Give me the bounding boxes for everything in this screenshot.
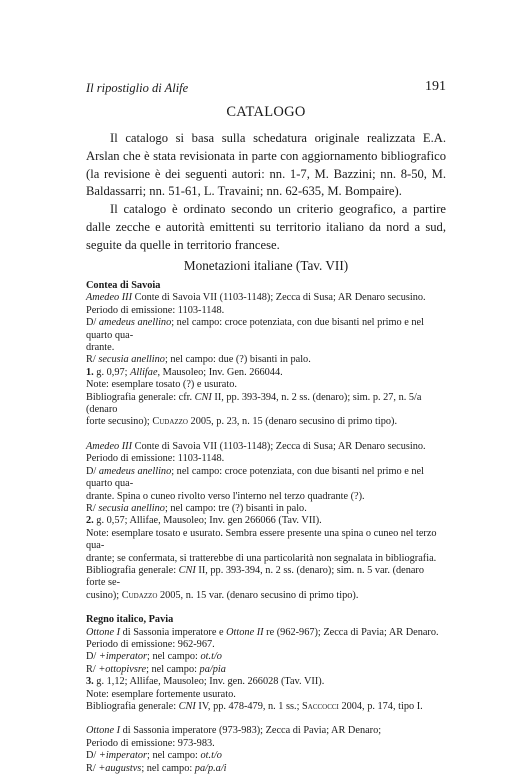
entry-reverse: R/ +ottopivsre; nel campo: pa/pia — [86, 663, 226, 675]
entry-period: Periodo di emissione: 962-967. — [86, 638, 215, 650]
entry-obverse: D/ amedeus anellino; nel campo: croce potenziata, con due bisanti nel primo e nel quarto qua- — [86, 465, 424, 490]
entry-note: Note: esemplare fortemente usurato. — [86, 688, 236, 700]
entry-reverse: R/ +augustvs; nel campo: pa/p.a/i — [86, 762, 227, 774]
entry-obverse-cont: drante. — [86, 342, 115, 354]
catalog-list — [86, 280, 446, 775]
entry-authority: Amedeo III Conte di Savoia VII (1103-1148); Zecca di Susa; AR Denaro secusino. — [86, 292, 426, 304]
entry-authority: Ottone I di Sassonia imperatore (973-983); Zecca di Pavia; AR Denaro; — [86, 725, 382, 737]
entry-period: Periodo di emissione: 973-983. — [86, 737, 215, 749]
running-title: Il ripostiglio di Alife — [86, 81, 189, 95]
entry-obverse: D/ +imperator; nel campo: ot.t/o — [86, 750, 222, 762]
entry-obverse: D/ +imperator; nel campo: ot.t/o — [86, 651, 222, 663]
entry-specimen: 2. g. 0,57; Allifae, Mausoleo; Inv. gen 266066 (Tav. VII). — [86, 515, 322, 527]
entry-note: Note: esemplare tosato (?) e usurato. — [86, 379, 237, 391]
entry-bibliography: Bibliografia generale: CNI IV, pp. 478-479, n. 1 ss.; Saccocci 2004, p. 174, tipo I. — [86, 701, 423, 712]
entry-bibliography: Bibliografia generale: cfr. CNI II, pp. 393-394, n. 2 ss. (denaro); sim. p. 27, n. 5/a (denaro — [86, 391, 422, 416]
catalog-title: CATALOGO — [226, 104, 306, 120]
entry-obverse-cont: drante. Spina o cuneo rivolto verso l'interno nel terzo quadrante (?). — [86, 490, 365, 502]
entry-bibliography-cont: forte secusino); Cudazzo 2005, p. 23, n. 15 (denaro secusino di primo tipo). — [86, 416, 398, 428]
entry-note: Note: esemplare tosato e usurato. Sembra essere presente una spina o cuneo nel terzo qua- — [86, 527, 437, 552]
catalog-entry — [86, 627, 446, 714]
catalog-entry — [86, 725, 446, 775]
section-heading: Regno italico, Pavia — [86, 614, 174, 626]
entry-bibliography: Bibliografia generale: CNI II, pp. 393-394, n. 2 ss. (denaro); sim. n. 5 var. (denaro forte se- — [86, 564, 425, 589]
entry-reverse: R/ secusia anellino; nel campo: tre (?) bisanti in palo. — [86, 502, 307, 514]
intro-paragraph: Il catalogo si basa sulla schedatura originale realizzata E.A. Arslan che è stata revisionata in parte con aggiornamento bibliografico (la revisione è dei seguenti autori: nn. 1-7, M. Bazzini; nn. 8-50, M. Baldassarri; nn. 51-61, L. Travaini; nn. 62-635, M. Bompaire). — [86, 131, 446, 199]
intro-paragraph: Il catalogo è ordinato secondo un criterio geografico, a partire dalle zecche e autorità emittenti su territorio italiano da nord a sud, seguite da quelle in territorio francese. — [86, 202, 446, 252]
entry-note-cont: drante; se confermata, si tratterebbe di una particolarità non segnalata in bibliografia. — [86, 552, 437, 564]
page-number: 191 — [425, 79, 446, 94]
entry-authority: Ottone I di Sassonia imperatore e Ottone II re (962-967); Zecca di Pavia; AR Denaro. — [86, 626, 439, 638]
entry-specimen: 1. g. 0,97; Allifae, Mausoleo; Inv. Gen. 266044. — [86, 366, 283, 378]
catalog-entry — [86, 441, 446, 602]
entry-specimen: 3. g. 1,12; Allifae, Mausoleo; Inv. gen. 266028 (Tav. VII). — [86, 676, 325, 688]
entry-period: Periodo di emissione: 1103-1148. — [86, 304, 225, 316]
entry-authority: Amedeo III Conte di Savoia VII (1103-1148); Zecca di Susa; AR Denaro secusino. — [86, 440, 426, 452]
entry-bibliography-cont: cusino); Cudazzo 2005, n. 15 var. (denaro secusino di primo tipo). — [86, 589, 359, 601]
entry-period: Periodo di emissione: 1103-1148. — [86, 453, 225, 465]
catalog-entry — [86, 292, 446, 428]
intro-text — [86, 130, 446, 255]
entry-reverse: R/ secusia anellino; nel campo: due (?) bisanti in palo. — [86, 354, 311, 366]
section-subtitle: Monetazioni italiane (Tav. VII) — [183, 258, 349, 273]
entry-obverse: D/ amedeus anellino; nel campo: croce potenziata, con due bisanti nel primo e nel quarto qua- — [86, 317, 424, 341]
section-heading: Contea di Savoia — [86, 280, 161, 291]
